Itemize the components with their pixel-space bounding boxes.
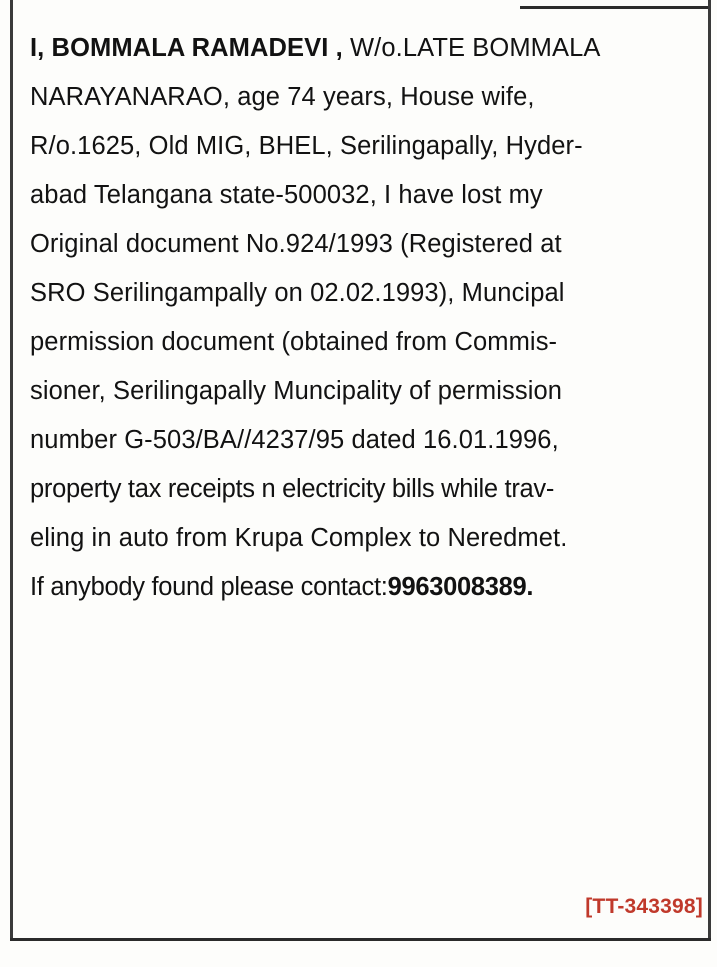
ad-line-8: sioner, Serilingapally Muncipality of permission	[30, 377, 563, 405]
top-rule-fragment	[520, 6, 710, 9]
ad-line-1	[30, 24, 692, 73]
ad-body-text	[30, 24, 692, 612]
ad-line-5: Original document No.924/1993 (Registered at	[30, 230, 562, 258]
ad-line-4: abad Telangana state-500032, I have lost my	[30, 181, 543, 209]
ad-line-1-rest: W/o.LATE BOMMALA	[350, 34, 601, 62]
declarant-name: I, BOMMALA RAMADEVI ,	[30, 34, 343, 62]
ad-line-11: eling in auto from Krupa Complex to Neredmet.	[30, 524, 568, 552]
bottom-rule	[10, 938, 711, 941]
ad-line-2: NARAYANARAO, age 74 years, House wife,	[30, 83, 535, 111]
contact-number: 9963008389.	[387, 573, 534, 601]
ad-line-12	[30, 563, 692, 612]
ad-line-3: R/o.1625, Old MIG, BHEL, Serilingapally, Hyder-	[30, 132, 583, 160]
ad-reference-code: [TT-343398]	[585, 895, 703, 918]
ad-line-6: SRO Serilingampally on 02.02.1993), Muncipal	[30, 279, 565, 307]
ad-line-10: property tax receipts n electricity bills while trav-	[30, 475, 555, 503]
left-column-rule	[10, 0, 13, 940]
ad-line-9: number G-503/BA//4237/95 dated 16.01.1996,	[30, 426, 559, 454]
right-column-rule	[708, 0, 711, 940]
ad-line-7: permission document (obtained from Commis-	[30, 328, 558, 356]
contact-prefix: If anybody found please contact:	[30, 573, 388, 601]
